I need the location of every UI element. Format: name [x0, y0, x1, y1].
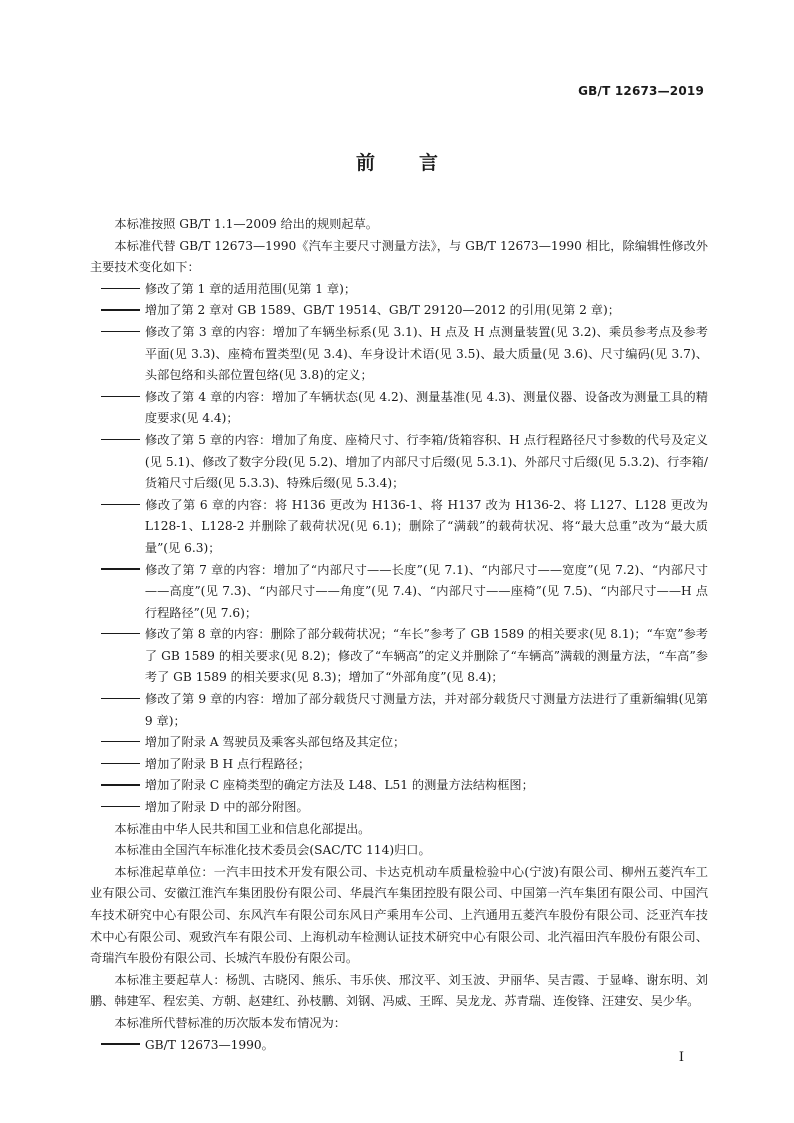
em-dash-icon — [101, 689, 145, 711]
change-list-item — [90, 387, 708, 430]
change-list-item — [90, 430, 708, 495]
change-text: 增加了第 2 章对 GB 1589、GB/T 19514、GB/T 29120—2012 的引用(见第 2 章)； — [144, 303, 620, 318]
change-text: 修改了第 6 章的内容：将 H136 更改为 H136-1、将 H137 改为 H136-2、将 L127、L128 更改为 L128-1、L128-2 并删除了载荷状况(见 6.1)；删除了“满载”的载荷状况、将“最大总重”改为“最大质量”(见 6.3)； — [144, 497, 708, 555]
change-text: 增加了附录 A 驾驶员及乘客头部包络及其定位； — [144, 735, 406, 750]
change-text: 增加了附录 C 座椅类型的确定方法及 L48、L51 的测量方法结构框图； — [144, 778, 534, 793]
em-dash-icon — [101, 430, 145, 452]
foreword-body — [90, 214, 708, 1056]
change-text: 修改了第 1 章的适用范围(见第 1 章)； — [144, 281, 357, 296]
em-dash-icon — [101, 754, 145, 776]
change-text: 修改了第 8 章的内容：删除了部分载荷状况；“车长”参考了 GB 1589 的相关要求(见 8.1)；“车宽”参考了 GB 1589 的相关要求(见 8.2)；修改了“车辆高”的定义并删除了“车辆高”满载的测量方法，“车高”参考了 GB 1589 的相关要求(见 8.3)；增加了“外部角度”(见 8.4)； — [144, 627, 708, 685]
em-dash-icon — [101, 732, 145, 754]
change-text: 修改了第 3 章的内容：增加了车辆坐标系(见 3.1)、H 点及 H 点测量装置(见 3.2)、乘员参考点及参考平面(见 3.3)、座椅布置类型(见 3.4)、车身设计术语(见 3.5)、最大质量(见 3.6)、尺寸编码(见 3.7)、头部包络和头部位置包络(见 3.8)的定义； — [144, 324, 708, 383]
em-dash-icon — [101, 624, 145, 646]
em-dash-icon — [101, 797, 145, 819]
em-dash-icon — [101, 495, 145, 517]
change-list-item — [90, 624, 708, 689]
em-dash-icon — [101, 560, 145, 582]
change-list-item — [90, 775, 708, 797]
history-list-item — [90, 1035, 708, 1057]
history-text: GB/T 12673—1990。 — [144, 1037, 274, 1052]
change-list-item — [90, 689, 708, 732]
outro-paragraph: 本标准由全国汽车标准化技术委员会(SAC/TC 114)归口。 — [114, 843, 431, 858]
change-list-item — [90, 495, 708, 560]
change-list-item — [90, 732, 708, 754]
change-list-item — [90, 322, 708, 387]
change-list-item — [90, 560, 708, 625]
change-text: 增加了附录 B H 点行程路径； — [144, 756, 311, 771]
change-list-item — [90, 754, 708, 776]
outro-paragraph: 本标准由中华人民共和国工业和信息化部提出。 — [114, 821, 371, 836]
change-text: 增加了附录 D 中的部分附图。 — [144, 800, 309, 815]
em-dash-icon — [101, 322, 145, 344]
em-dash-icon — [101, 775, 145, 797]
change-list-item — [90, 797, 708, 819]
em-dash-icon — [101, 300, 145, 322]
drafting-units-paragraph: 本标准起草单位：一汽丰田技术开发有限公司、卡达克机动车质量检验中心(宁波)有限公司、柳州五菱汽车工业有限公司、安徽江淮汽车集团股份有限公司、华晨汽车集团控股有限公司、中国第一汽车集团有限公司、中国汽车技术研究中心有限公司、东风汽车有限公司东风日产乘用车公司、上汽通用五菱汽车股份有限公司、泛亚汽车技术中心有限公司、观致汽车有限公司、上海机动车检测认证技术研究中心有限公司、北汽福田汽车股份有限公司、奇瑞汽车股份有限公司、长城汽车股份有限公司。 — [90, 864, 708, 966]
intro-paragraph: 本标准按照 GB/T 1.1—2009 给出的规则起草。 — [114, 217, 378, 231]
change-list-item — [90, 279, 708, 301]
em-dash-icon — [101, 1035, 145, 1057]
change-text: 修改了第 7 章的内容：增加了“内部尺寸——长度”(见 7.1)、“内部尺寸——宽度”(见 7.2)、“内部尺寸——高度”(见 7.3)、“内部尺寸——角度”(见 7.4)、“内部尺寸——座椅”(见 7.5)、“内部尺寸——H 点行程路径”(见 7.6)； — [144, 562, 708, 620]
intro-paragraph: 本标准代替 GB/T 12673—1990《汽车主要尺寸测量方法》，与 GB/T 12673—1990 相比，除编辑性修改外主要技术变化如下： — [90, 238, 708, 275]
page-number: I — [678, 1050, 684, 1065]
drafters-paragraph: 本标准主要起草人：杨凯、古晓冈、熊乐、韦乐侠、邢汶平、刘玉波、尹丽华、吴吉霞、于显峰、谢东明、刘鹏、韩建军、程宏美、方朝、赵建红、孙枝鹏、刘钢、冯威、王晖、吴龙龙、苏青瑞、连俊锋、汪建安、吴少华。 — [90, 972, 708, 1009]
em-dash-icon — [101, 387, 145, 409]
change-text: 修改了第 5 章的内容：增加了角度、座椅尺寸、行李箱/货箱容积、H 点行程路径尺寸参数的代号及定义(见 5.1)、修改了数字分段(见 5.2)、增加了内部尺寸后缀(见 5.3.1)、外部尺寸后缀(见 5.3.2)、行李箱/货箱尺寸后缀(见 5.3.3)、特殊后缀(见 5.3.4)； — [144, 432, 708, 491]
change-list-item — [90, 300, 708, 322]
outro-paragraph: 本标准所代替标准的历次版本发布情况为： — [114, 1015, 346, 1030]
change-text: 修改了第 4 章的内容：增加了车辆状态(见 4.2)、测量基准(见 4.3)、测量仪器、设备改为测量工具的精度要求(见 4.4)； — [144, 389, 708, 426]
change-text: 修改了第 9 章的内容：增加了部分载货尺寸测量方法，并对部分载货尺寸测量方法进行了重新编辑(见第 9 章)； — [144, 692, 708, 728]
standard-code-header: GB/T 12673—2019 — [578, 84, 704, 98]
page-title: 前言 — [355, 152, 482, 174]
em-dash-icon — [101, 279, 145, 301]
